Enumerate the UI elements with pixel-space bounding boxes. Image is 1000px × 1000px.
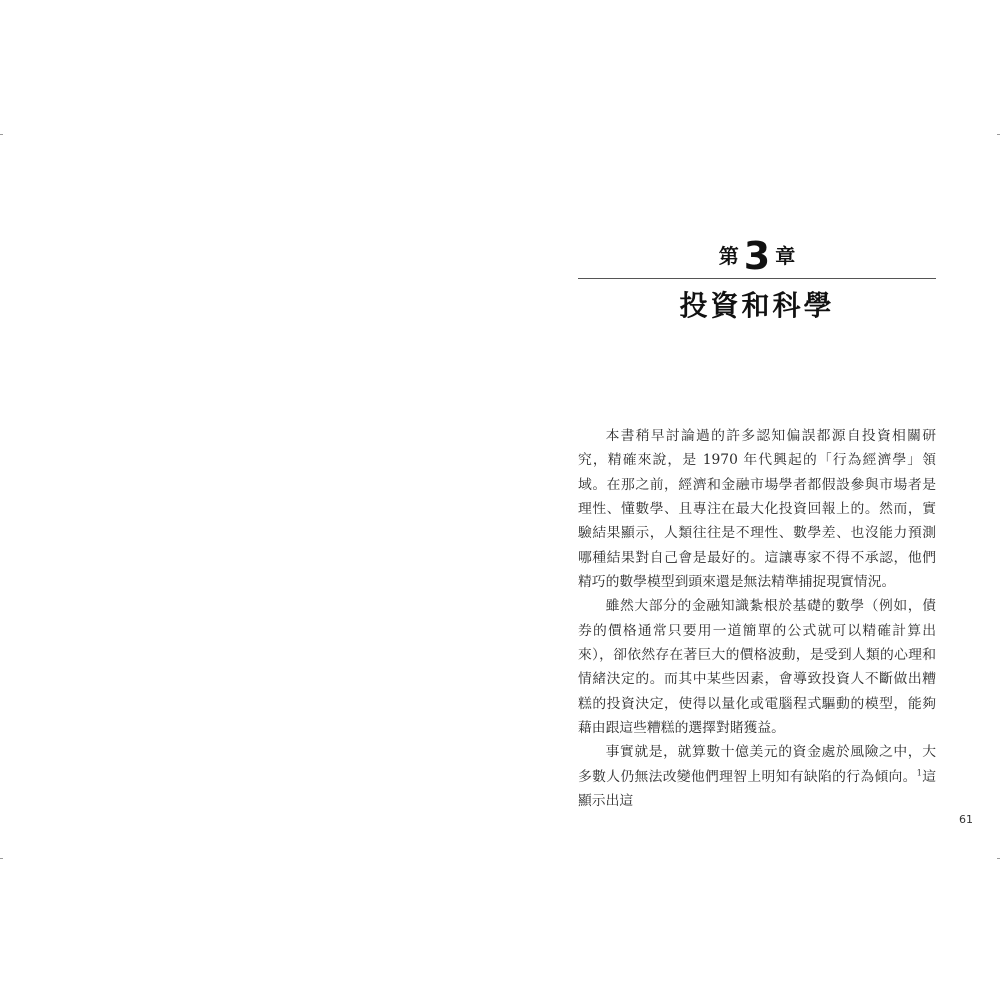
paragraph-1: 本書稍早討論過的許多認知偏誤都源自投資相關研究，精確來說，是 1970 年代興起的「行為經濟學」領域。在那之前，經濟和金融市場學者都假設參與市場者是理性、懂數學、且專注在最大化投資回報上的。然而，實驗結果顯示，人類往往是不理性、數學差、也沒能力預測哪種結果對自己會是最好的。這讓專家不得不承認，他們精巧的數學模型到頭來還是無法精準捕捉現實情況。 [578, 428, 936, 591]
chapter-suffix: 章 [775, 244, 796, 268]
right-page [578, 0, 936, 1000]
chapter-number: 3 [743, 234, 771, 278]
chapter-prefix: 第 [718, 244, 739, 268]
crop-mark-bottom-left [0, 858, 3, 859]
body-text [578, 424, 936, 814]
footnote-marker: 1 [916, 768, 922, 778]
page-number: 61 [959, 813, 973, 826]
paragraph-3-text: 事實就是，就算數十億美元的資金處於風險之中，大多數人仍無法改變他們理智上明知有缺陷的行為傾向。 [578, 744, 936, 785]
chapter-label [578, 236, 936, 276]
paragraph-3-tail: 這顯示出這 [578, 768, 937, 810]
chapter-title: 投資和科學 [679, 289, 835, 322]
paragraph-3 [578, 740, 936, 813]
chapter-divider [578, 278, 936, 279]
paragraph-2: 雖然大部分的金融知識紮根於基礎的數學（例如，債券的價格通常只要用一道簡單的公式就可以精確計算出來），卻依然存在著巨大的價格波動，是受到人類的心理和情緒決定的。而其中某些因素，會導致投資人不斷做出糟糕的投資決定，使得以量化或電腦程式驅動的模型，能夠藉由跟這些糟糕的選擇對賭獲益。 [578, 598, 936, 737]
crop-mark-top-left [0, 134, 3, 135]
